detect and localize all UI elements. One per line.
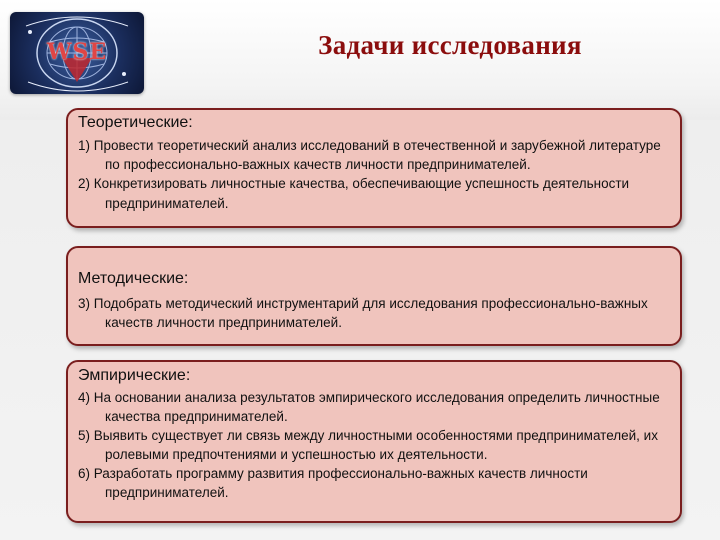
section-heading: Методические: (78, 270, 189, 287)
university-logo (10, 12, 144, 94)
section-methodical (66, 246, 682, 346)
section-heading: Эмпирические: (78, 367, 191, 384)
task-item: 6) Разработать программу развития профессионально-важных качеств личности предпринимателей. (78, 466, 588, 500)
task-item: 3) Подобрать методический инструментарий для исследования профессионально-важных качеств личности предпринимателей. (78, 296, 648, 331)
section-theoretical (66, 108, 682, 228)
task-item: 2) Конкретизировать личностные качества, обеспечивающие успешность деятельности предпринимателей. (78, 176, 630, 211)
task-item: 5) Выявить существует ли связь между личностными особенностями предпринимателей, их ролевыми предпочтениями и успешностью их деятельности. (78, 428, 658, 462)
section-empirical (66, 360, 682, 523)
task-item: 1) Провести теоретический анализ исследований в отечественной и зарубежной литературе по профессионально-важных качеств личности предпринимателей. (78, 138, 661, 173)
task-item: 4) На основании анализа результатов эмпирического исследования определить личностные качества предпринимателей. (78, 390, 660, 424)
page-title: Задачи исследования (318, 30, 582, 60)
logo-text: WSE (46, 39, 108, 65)
section-heading: Теоретические: (78, 114, 193, 131)
